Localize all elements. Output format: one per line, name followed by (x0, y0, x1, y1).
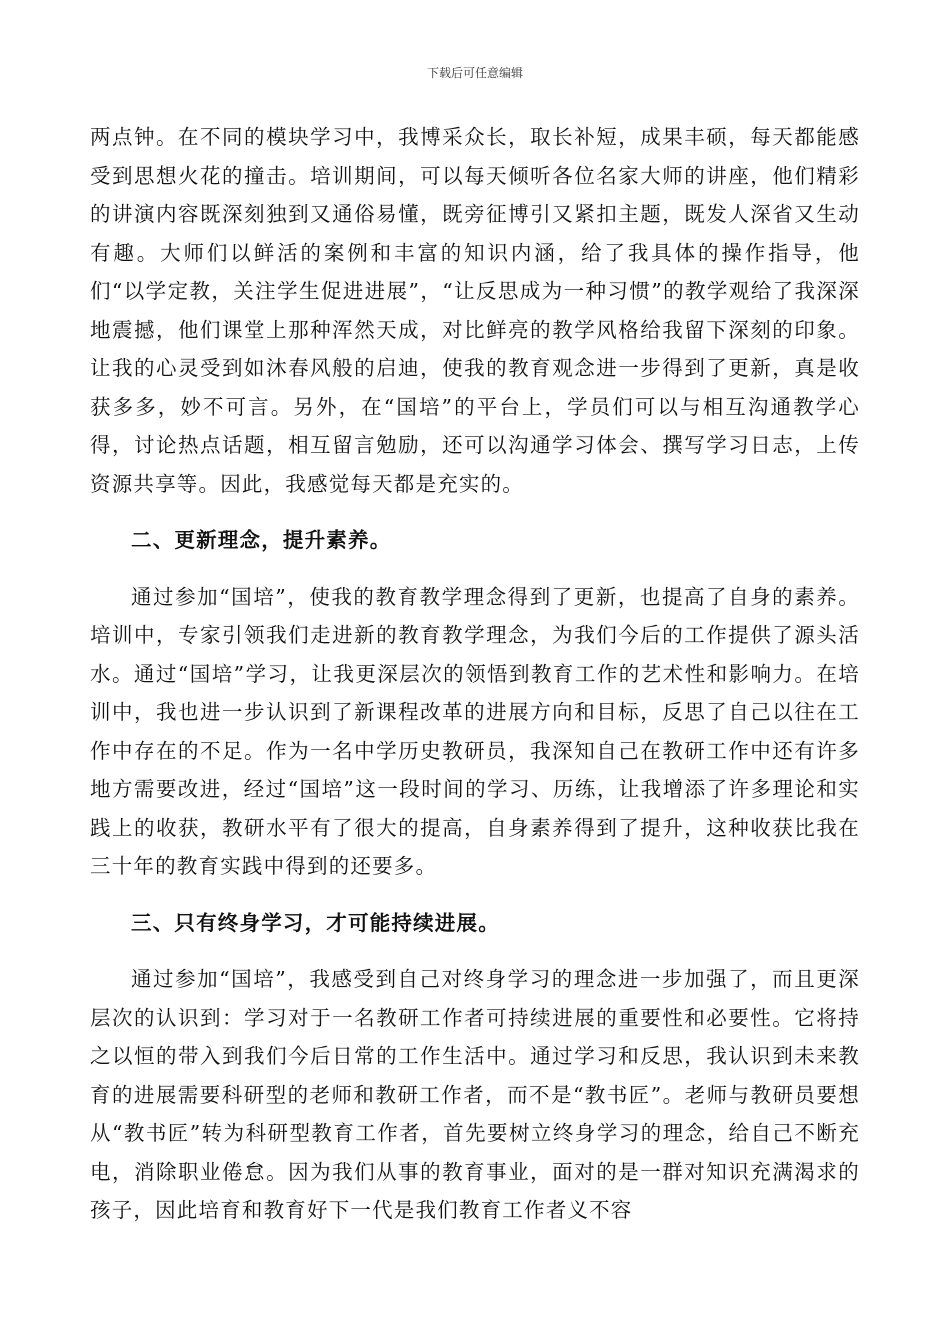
section-heading-2: 二、更新理念，提升素养。 (131, 528, 392, 552)
paragraph-lifelong-learning: 通过参加“国培”，我感受到自己对终身学习的理念进一步加强了，而且更深层次的认识到：学习对于一名教研工作者可持续进展的重要性和必要性。它将持之以恒的带入到我们今后日常的工作生活中。通过学习和反思，我认识到未来教育的进展需要科研型的老师和教研工作者，而不是“教书匠”。老师与教研员要想从“教书匠”转为科研型教育工作者，首先要树立终身学习的理念，给自己不断充电，消除职业倦怠。因为我们从事的教育事业，面对的是一群对知识充满渴求的孩子，因此培育和教育好下一代是我们教育工作者义不容 (90, 967, 860, 1222)
document-body (90, 118, 860, 1230)
paragraph-continuation: 两点钟。在不同的模块学习中，我博采众长，取长补短，成果丰硕，每天都能感受到思想火花的撞击。培训期间，可以每天倾听各位名家大师的讲座，他们精彩的讲演内容既深刻独到又通俗易懂，既旁征博引又紧扣主题，既发人深省又生动有趣。大师们以鲜活的案例和丰富的知识内涵，给了我具体的操作指导，他们“以学定教，关注学生促进进展”，“让反思成为一种习惯”的教学观给了我深深地震撼，他们课堂上那种浑然天成，对比鲜亮的教学风格给我留下深刻的印象。让我的心灵受到如沐春风般的启迪，使我的教育观念进一步得到了更新，真是收获多多，妙不可言。另外，在“国培”的平台上，学员们可以与相互沟通教学心得，讨论热点话题，相互留言勉励，还可以沟通学习体会、撰写学习日志，上传资源共享等。因此，我感觉每天都是充实的。 (90, 125, 860, 496)
paragraph-update-concepts: 通过参加“国培”，使我的教育教学理念得到了更新，也提高了自身的素养。培训中，专家引领我们走进新的教育教学理念，为我们今后的工作提供了源头活水。通过“国培”学习，让我更深层次的领悟到教育工作的艺术性和影响力。在培训中，我也进一步认识到了新课程改革的进展方向和目标，反思了自己以往在工作中存在的不足。作为一名中学历史教研员，我深知自己在教研工作中还有许多地方需要改进，经过“国培”这一段时间的学习、历练，让我增添了许多理论和实践上的收获，教研水平有了很大的提高，自身素养得到了提升，这种收获比我在三十年的教育实践中得到的还要多。 (90, 584, 860, 878)
section-heading-3: 三、只有终身学习，才可能持续进展。 (131, 910, 500, 935)
page-header: 下载后可任意编辑 (426, 66, 523, 80)
